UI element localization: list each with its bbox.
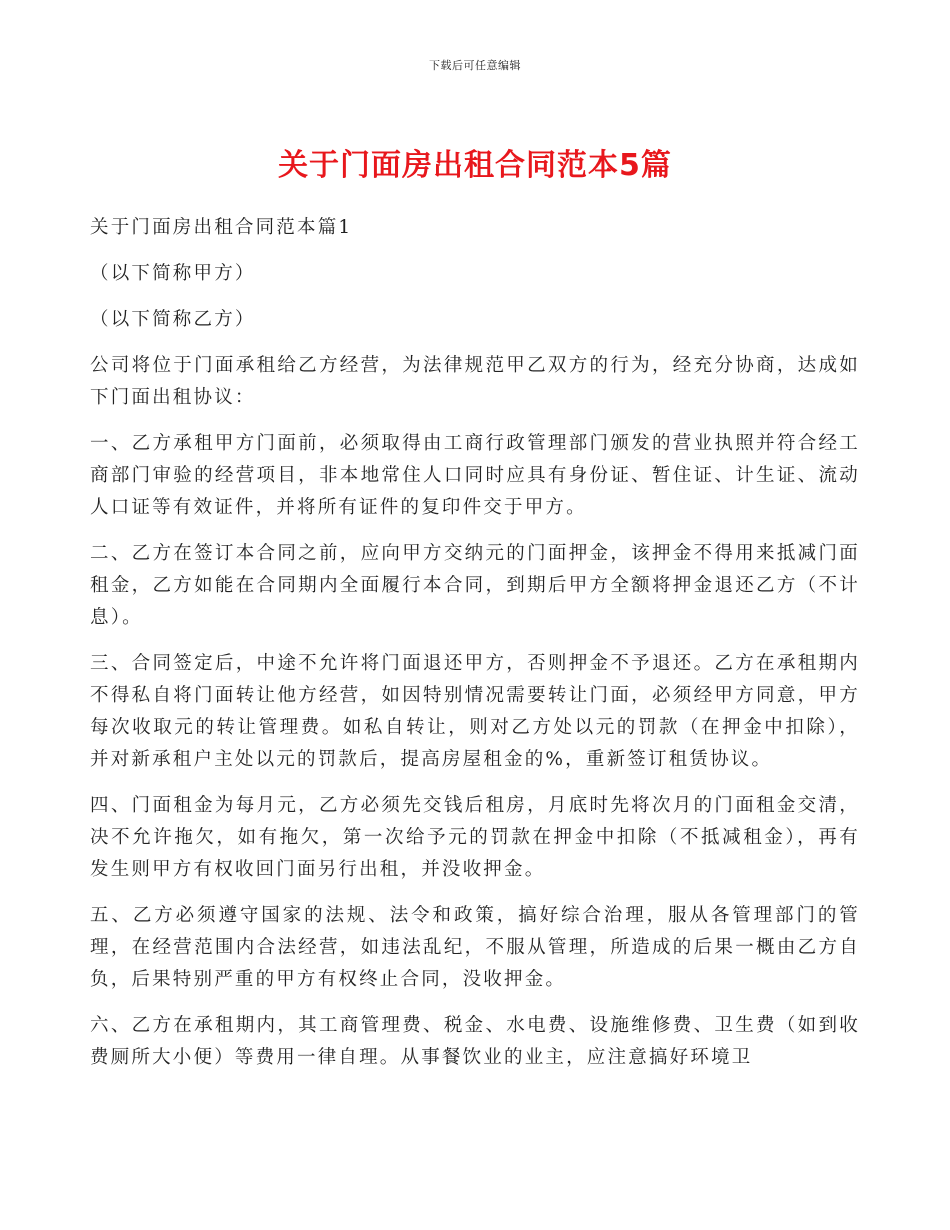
section-heading: 关于门面房出租合同范本篇1 bbox=[90, 217, 353, 238]
party-b-line: （以下简称乙方） bbox=[90, 309, 256, 330]
clause-5: 五、乙方必须遵守国家的法规、法令和政策，搞好综合治理，服从各管理部门的管理，在经营范围内合法经营，如违法乱纪，不服从管理，所造成的后果一概由乙方自负，后果特别严重的甲方有权终止合同，没收押金。 bbox=[90, 905, 860, 990]
document-title: 关于门面房出租合同范本5篇 bbox=[278, 148, 672, 183]
clause-3: 三、合同签定后，中途不允许将门面退还甲方，否则押金不予退还。乙方在承租期内不得私自将门面转让他方经营，如因特别情况需要转让门面，必须经甲方同意，甲方每次收取元的转让管理费。如私自转让，则对乙方处以元的罚款（在押金中扣除），并对新承租户主处以元的罚款后，提高房屋租金的%，重新签订租赁协议。 bbox=[90, 653, 860, 770]
clause-6: 六、乙方在承租期内，其工商管理费、税金、水电费、设施维修费、卫生费（如到收费厕所大小便）等费用一律自理。从事餐饮业的业主，应注意搞好环境卫 bbox=[90, 1015, 860, 1068]
party-a-line: （以下简称甲方） bbox=[90, 263, 256, 284]
clause-1: 一、乙方承租甲方门面前，必须取得由工商行政管理部门颁发的营业执照并符合经工商部门审验的经营项目，非本地常住人口同时应具有身份证、暂住证、计生证、流动人口证等有效证件，并将所有证件的复印件交于甲方。 bbox=[90, 433, 860, 518]
document-body bbox=[90, 212, 860, 1088]
clause-4: 四、门面租金为每月元，乙方必须先交钱后租房，月底时先将次月的门面租金交清，决不允许拖欠，如有拖欠，第一次给予元的罚款在押金中扣除（不抵减租金），再有发生则甲方有权收回门面另行出租，并没收押金。 bbox=[90, 795, 860, 880]
clause-2: 二、乙方在签订本合同之前，应向甲方交纳元的门面押金，该押金不得用来抵减门面租金，乙方如能在合同期内全面履行本合同，到期后甲方全额将押金退还乙方（不计息）。 bbox=[90, 543, 860, 628]
intro-paragraph: 公司将位于门面承租给乙方经营，为法律规范甲乙双方的行为，经充分协商，达成如下门面出租协议： bbox=[90, 355, 860, 408]
header-note: 下载后可任意编辑 bbox=[429, 59, 521, 72]
